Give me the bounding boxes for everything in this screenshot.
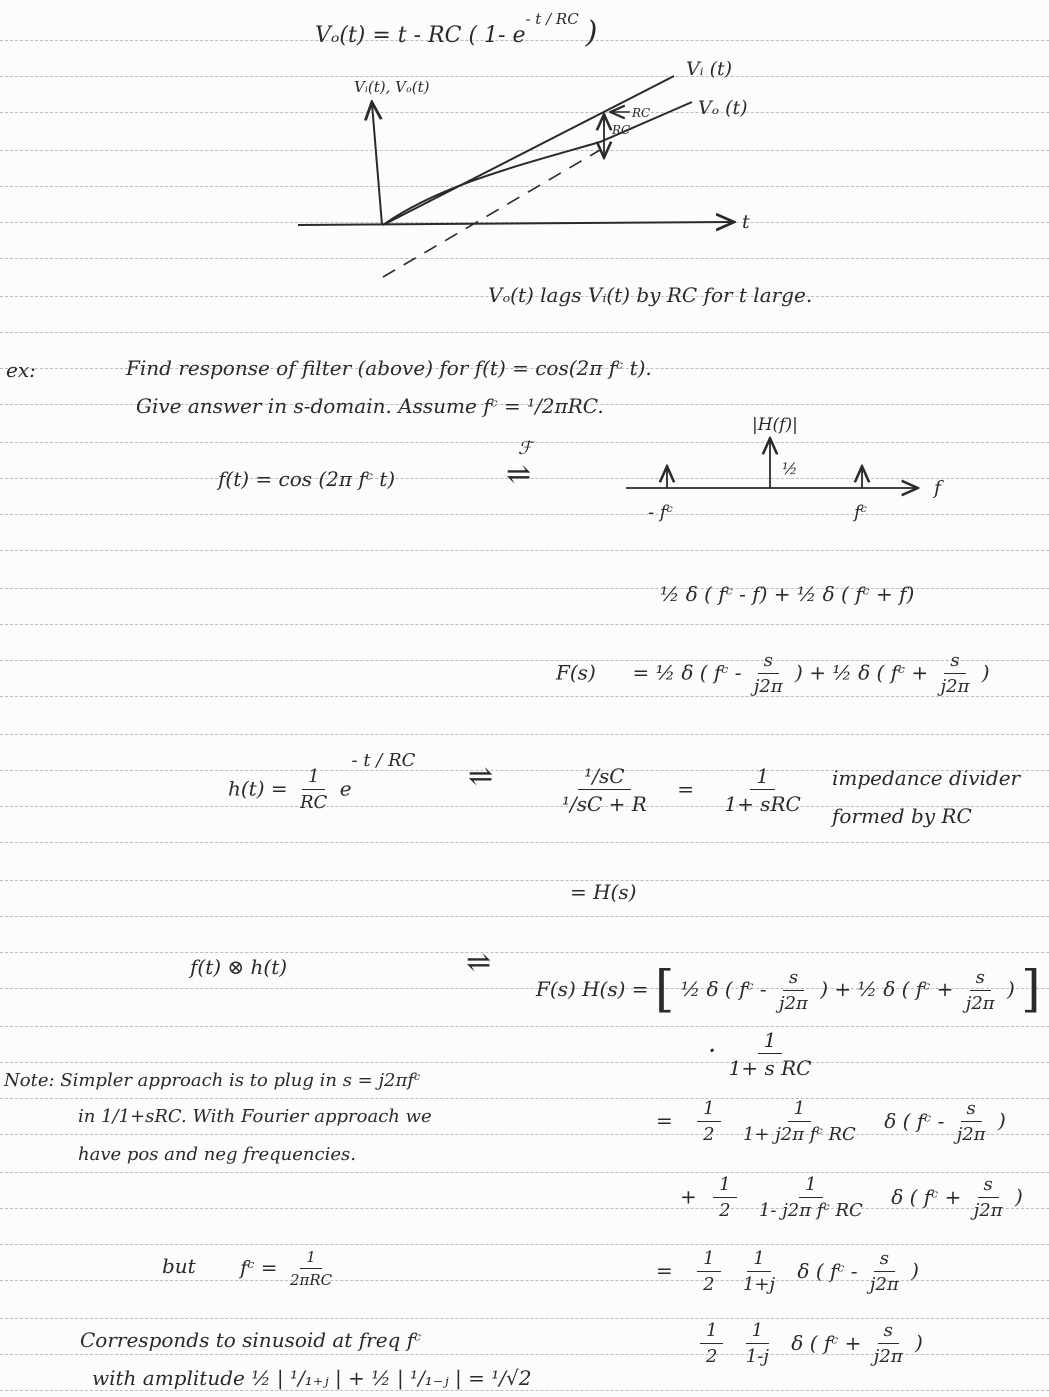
exp-r2-tail: δ ( fᶜ + bbox=[891, 1184, 962, 1209]
impulse-frac bbox=[294, 768, 333, 812]
vi-line bbox=[383, 76, 674, 225]
transfer-frac-num: 1 bbox=[750, 766, 775, 790]
fourier-transform-symbol: ℱ bbox=[518, 438, 533, 459]
transfer-frac-den: 1+ sRC bbox=[724, 792, 801, 816]
Fs-frac-1 bbox=[748, 652, 789, 696]
delta-sum: ½ δ ( fᶜ - f) + ½ δ ( fᶜ + f) bbox=[660, 582, 915, 606]
graph-x-label: t bbox=[742, 211, 750, 233]
exp-r1-half: $\frac{1}{2}$ bbox=[697, 1100, 720, 1144]
impulse-frac-num: 1 bbox=[302, 768, 325, 790]
spectrum-half-label: ½ bbox=[782, 459, 798, 478]
Fs-frac-2-num: s bbox=[944, 652, 965, 674]
final-r2-close: ) bbox=[915, 1330, 923, 1355]
divider-eq: = bbox=[677, 776, 694, 801]
exp-r2-den: 1- j2π fᶜ RC bbox=[758, 1200, 863, 1221]
conv-dot: · bbox=[708, 1036, 717, 1067]
conv-term-1: ½ δ ( fᶜ - bbox=[680, 977, 767, 1001]
final-r1-s: s bbox=[874, 1250, 895, 1272]
but-word: but bbox=[162, 1254, 196, 1278]
spectrum-fc-label: fᶜ bbox=[854, 502, 868, 523]
final-r1-sd: j2π bbox=[869, 1274, 899, 1295]
graph-y-axis bbox=[372, 104, 382, 225]
ft-equation: f(t) = cos (2π fᶜ t) bbox=[218, 467, 396, 491]
vo-label: Vₒ (t) bbox=[698, 97, 748, 119]
fc-lhs: fᶜ = bbox=[240, 1255, 278, 1280]
final-r2-sd: j2π bbox=[873, 1346, 903, 1367]
H-of-s: = H(s) bbox=[570, 880, 637, 904]
spectrum-hf-label: |H(f)| bbox=[752, 415, 798, 435]
expansion-row-1 bbox=[656, 1100, 1006, 1144]
Fs-lhs: F(s) bbox=[556, 660, 596, 685]
impulse-e: e bbox=[339, 776, 352, 801]
final-row-1 bbox=[656, 1250, 919, 1294]
FsHs-label: F(s) H(s) = bbox=[536, 977, 649, 1001]
graph-caption: Vₒ(t) lags Vᵢ(t) by RC for t large. bbox=[488, 283, 813, 307]
final-r2-sfrac bbox=[868, 1322, 909, 1366]
fc-den: 2πRC bbox=[289, 1271, 333, 1289]
exp-r1-num: 1 bbox=[788, 1100, 811, 1122]
divider-frac bbox=[556, 766, 653, 814]
Fs-rhs-mid: ) + ½ δ ( fᶜ + bbox=[795, 660, 929, 685]
exp-r1-sfrac bbox=[951, 1100, 992, 1144]
final-r1-eq: = bbox=[656, 1258, 673, 1283]
conv-frac-1-den: j2π bbox=[779, 992, 808, 1014]
exp-r2-sd: j2π bbox=[973, 1200, 1003, 1221]
impedance-note-1: impedance divider bbox=[832, 766, 1021, 790]
response-graph bbox=[0, 0, 1049, 320]
exp-r2-frac bbox=[753, 1176, 869, 1220]
conv-term-3: ) bbox=[1006, 977, 1015, 1001]
vi-label: Vᵢ (t) bbox=[686, 58, 733, 80]
conv-mult-num: 1 bbox=[758, 1030, 783, 1054]
impulse-exponent: - t / RC bbox=[351, 749, 416, 771]
exp-r2-num: 1 bbox=[799, 1176, 822, 1198]
final-r1-tail: δ ( fᶜ - bbox=[797, 1258, 858, 1283]
note-line-2: in 1/1+sRC. With Fourier approach we bbox=[78, 1106, 432, 1127]
convolution-rhs: F(s) H(s) = [ ½ δ ( fᶜ - $\frac{s}{j2\pi}$ ) + ½ δ ( fᶜ + $\frac{s}{j2\pi}$ ) ] bbox=[536, 960, 1041, 1018]
fc-frac bbox=[284, 1250, 338, 1288]
rc-vertical-label: RC bbox=[612, 123, 631, 137]
Fs-rhs-part1: = ½ δ ( fᶜ - bbox=[632, 660, 742, 685]
conv-term-2: ) + ½ δ ( fᶜ + bbox=[820, 977, 954, 1001]
final-r1-num: 1 bbox=[747, 1250, 770, 1272]
Fs-frac-2 bbox=[935, 652, 976, 696]
exp-r1-close: ) bbox=[997, 1108, 1006, 1133]
impulse-lhs: h(t) = bbox=[228, 776, 288, 801]
divider-frac-den: ¹/sC + R bbox=[562, 792, 647, 816]
final-r2-num: 1 bbox=[746, 1322, 769, 1344]
impulse-arrows: ⇌ bbox=[468, 759, 494, 794]
top-equation-close: ) bbox=[585, 15, 598, 50]
final-r1-frac bbox=[737, 1250, 781, 1294]
final-r2-s: s bbox=[878, 1322, 899, 1344]
Fs-frac-1-den: j2π bbox=[753, 676, 783, 697]
top-equation-exponent: - t / RC bbox=[525, 9, 579, 28]
conv-mult-den: 1+ s RC bbox=[728, 1056, 812, 1080]
spectrum-neg-fc-label: - fᶜ bbox=[648, 502, 673, 523]
Fs-frac-1-num: s bbox=[758, 652, 779, 674]
final-r2-half: $\frac{1}{2}$ bbox=[700, 1322, 723, 1366]
note-line-1: Note: Simpler approach is to plug in s = j2πfᶜ bbox=[4, 1070, 421, 1091]
exp-r1-s: s bbox=[961, 1100, 982, 1122]
conv-mult-frac bbox=[723, 1030, 818, 1078]
impulse-response bbox=[228, 749, 416, 813]
conv-frac-2-num: s bbox=[970, 969, 991, 991]
exp-r2-close: ) bbox=[1014, 1184, 1023, 1209]
example-line-2: Give answer in s-domain. Assume fᶜ = ¹/2πRC. bbox=[136, 394, 604, 418]
final-r1-den: 1+j bbox=[742, 1274, 776, 1295]
convolution-lhs: f(t) ⊗ h(t) bbox=[190, 955, 288, 979]
final-r1-close: ) bbox=[911, 1258, 919, 1283]
exp-r1-sd: j2π bbox=[956, 1124, 986, 1145]
exp-r1-eq: = bbox=[656, 1108, 673, 1133]
final-row-2 bbox=[700, 1322, 923, 1366]
convolution-arrows: ⇌ bbox=[466, 945, 492, 980]
expansion-row-2 bbox=[680, 1176, 1023, 1220]
final-r1-half: $\frac{1}{2}$ bbox=[697, 1250, 720, 1294]
conv-frac-2 bbox=[960, 966, 1001, 1014]
conclusion-line-1: Corresponds to sinusoid at freq fᶜ bbox=[80, 1328, 422, 1352]
transfer-frac bbox=[718, 766, 806, 814]
vo-curve bbox=[383, 102, 692, 225]
final-r2-frac bbox=[740, 1322, 775, 1366]
exp-r2-plus: + bbox=[680, 1184, 697, 1209]
exp-r2-s: s bbox=[978, 1176, 999, 1198]
fc-num: 1 bbox=[300, 1250, 322, 1269]
divider-frac-num: ¹/sC bbox=[578, 766, 630, 790]
exp-r1-frac bbox=[737, 1100, 862, 1144]
exp-r2-sfrac bbox=[968, 1176, 1009, 1220]
spectrum-f-label: f bbox=[934, 477, 942, 499]
Fs-frac-2-den: j2π bbox=[940, 676, 970, 697]
exp-r1-den: 1+ j2π fᶜ RC bbox=[742, 1124, 856, 1145]
conclusion-line-2: with amplitude ½ | ¹/₁₊ⱼ | + ½ | ¹/₁₋ⱼ | = ¹/√2 bbox=[92, 1366, 532, 1390]
top-equation-main: Vₒ(t) = t - RC ( 1- e bbox=[315, 23, 526, 48]
exp-r2-half: $\frac{1}{2}$ bbox=[713, 1176, 736, 1220]
conv-frac-1-num: s bbox=[783, 969, 804, 991]
conv-multiplier bbox=[708, 1030, 817, 1078]
Fs-equation bbox=[556, 652, 990, 696]
transfer-function bbox=[556, 766, 807, 814]
conv-frac-1 bbox=[773, 966, 814, 1014]
graph-y-label: Vᵢ(t), Vₒ(t) bbox=[354, 78, 430, 96]
rc-horizontal-label: RC bbox=[632, 106, 651, 120]
final-r2-den: 1-j bbox=[745, 1346, 769, 1367]
exp-r1-tail: δ ( fᶜ - bbox=[884, 1108, 945, 1133]
Fs-close: ) bbox=[981, 660, 990, 685]
example-tag: ex: bbox=[6, 358, 36, 382]
example-line-1: Find response of filter (above) for f(t) = cos(2π fᶜ t). bbox=[126, 356, 652, 380]
note-line-3: have pos and neg frequencies. bbox=[78, 1144, 356, 1165]
impedance-note-2: formed by RC bbox=[832, 804, 972, 828]
transform-arrows: ⇌ bbox=[506, 457, 532, 492]
impulse-frac-den: RC bbox=[300, 792, 328, 813]
final-r1-sfrac bbox=[864, 1250, 905, 1294]
spectrum-sketch bbox=[600, 400, 960, 540]
final-r2-tail: δ ( fᶜ + bbox=[791, 1330, 862, 1355]
conv-frac-2-den: j2π bbox=[965, 992, 995, 1014]
graph-x-axis bbox=[298, 222, 732, 225]
fc-definition bbox=[240, 1250, 338, 1288]
